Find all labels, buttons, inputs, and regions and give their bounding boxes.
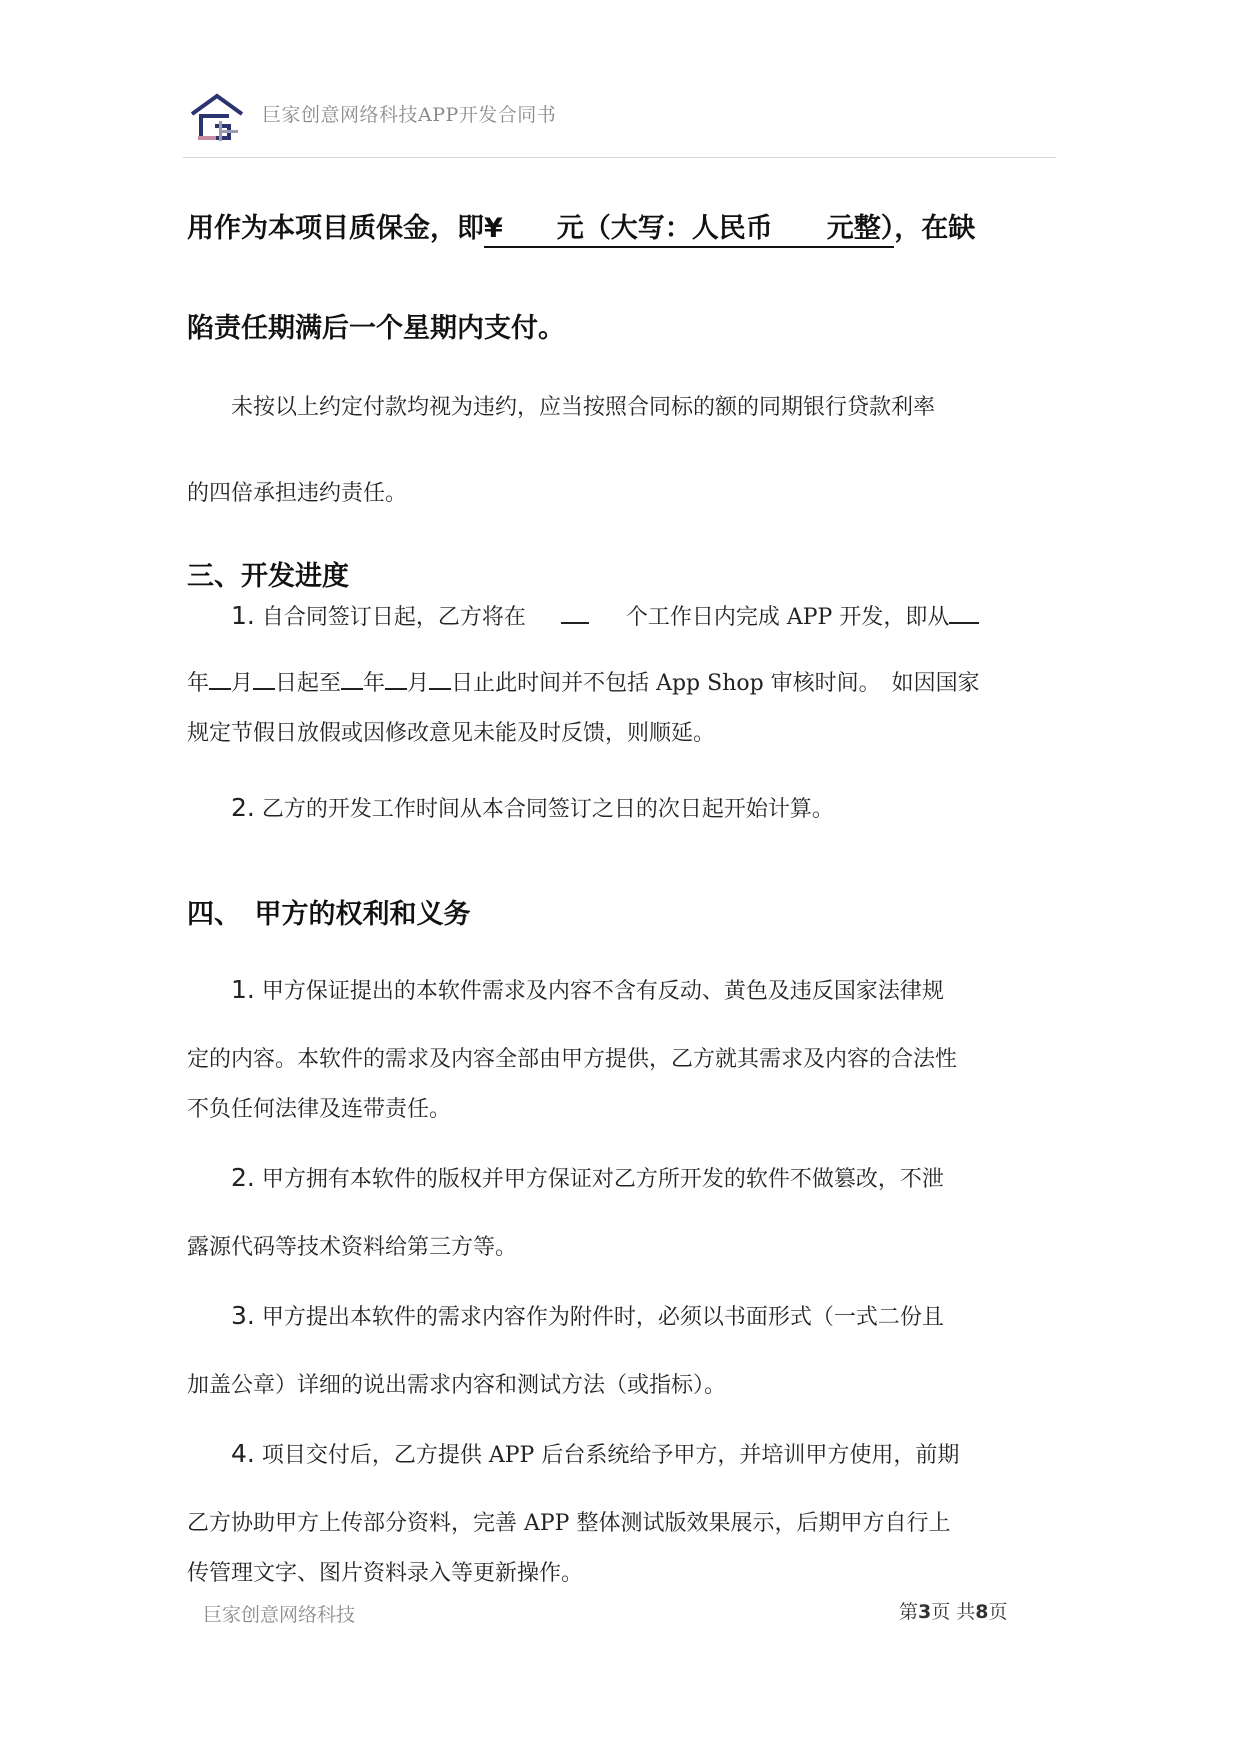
item-text: 甲方保证提出的本软件需求及内容不含有反动、黄色及违反国家法律规: [261, 979, 944, 1004]
page-number-text: 页: [988, 1601, 1008, 1623]
item-number: 3.: [231, 1301, 255, 1330]
blank-line: [209, 687, 231, 690]
list-item-line: [187, 974, 1057, 1005]
page-number: [899, 1597, 1008, 1624]
item-text: 日止此时间并不包括 App Shop 审核时间。 如因国家: [451, 671, 980, 696]
item-text: 日起至: [275, 671, 342, 696]
bold-text: ，在缺: [894, 213, 976, 244]
item-text: 年: [363, 671, 386, 696]
list-item-line: 加盖公章）详细的说出需求内容和测试方法（或指标）。: [187, 1373, 727, 1398]
list-item-line: [187, 792, 1057, 823]
item-text: 月: [231, 671, 254, 696]
list-item-line: 定的内容。本软件的需求及内容全部由甲方提供，乙方就其需求及内容的合法性: [187, 1047, 958, 1072]
item-text: 个工作日内完成 APP 开发，即从: [625, 605, 950, 630]
item-text: 自合同签订日起，乙方将在: [261, 605, 526, 630]
list-item-line: 露源代码等技术资料给第三方等。: [187, 1235, 518, 1260]
blank-line: [341, 687, 363, 690]
blank-line: [385, 687, 407, 690]
bold-text: 用作为本项目质保金，即: [187, 213, 484, 244]
header-divider: [183, 157, 1056, 158]
list-item-line: [187, 1300, 1057, 1331]
blank-line: [429, 687, 451, 690]
item-text: 月: [407, 671, 430, 696]
section-heading: 四、 甲方的权利和义务: [187, 899, 471, 930]
total-pages: 8: [975, 1601, 989, 1623]
item-text: 甲方提出本软件的需求内容作为附件时，必须以书面形式（一式二份且: [261, 1305, 944, 1330]
item-text: 项目交付后，乙方提供 APP 后台系统给予甲方，并培训甲方使用，前期: [261, 1443, 960, 1468]
item-number: 1.: [231, 975, 255, 1004]
blank-line: [253, 687, 275, 690]
page-header: [187, 88, 1057, 158]
section-heading: 三、开发进度: [187, 561, 349, 592]
current-page: 3: [918, 1601, 932, 1623]
paragraph-line: 未按以上约定付款均视为违约，应当按照合同标的额的同期银行贷款利率: [231, 395, 936, 420]
footer-company: 巨家创意网络科技: [203, 1604, 356, 1626]
paragraph-line: 的四倍承担违约责任。: [187, 481, 408, 506]
bold-paragraph-line-1: [187, 206, 1057, 245]
header-title: 巨家创意网络科技APP开发合同书: [262, 104, 557, 126]
blank-line: [561, 621, 589, 624]
page-number-text: 页 共: [931, 1601, 976, 1623]
item-text: 年: [187, 671, 210, 696]
list-item-line: 传管理文字、图片资料录入等更新操作。: [187, 1561, 584, 1586]
item-number: 1.: [231, 601, 255, 630]
list-item-line: [187, 1162, 1057, 1193]
underlined-amount: ¥ 元（大写：人民币 元整）: [484, 213, 894, 248]
list-item-line: [187, 600, 1057, 631]
list-item-line: 乙方协助甲方上传部分资料，完善 APP 整体测试版效果展示，后期甲方自行上: [187, 1511, 951, 1536]
list-item-line: 规定节假日放假或因修改意见未能及时反馈，则顺延。: [187, 721, 716, 746]
house-g-logo-icon: [189, 92, 245, 144]
list-item-line: [187, 666, 1057, 697]
item-number: 2.: [231, 793, 255, 822]
bold-paragraph-line-2: 陷责任期满后一个星期内支付。: [187, 313, 565, 344]
list-item-line: [187, 1438, 1057, 1469]
item-number: 4.: [231, 1439, 255, 1468]
item-text: 乙方的开发工作时间从本合同签订之日的次日起开始计算。: [261, 797, 834, 822]
item-number: 2.: [231, 1163, 255, 1192]
blank-line: [949, 621, 979, 624]
item-text: 甲方拥有本软件的版权并甲方保证对乙方所开发的软件不做篡改，不泄: [261, 1167, 944, 1192]
page-number-text: 第: [899, 1601, 919, 1623]
list-item-line: 不负任何法律及连带责任。: [187, 1097, 452, 1122]
